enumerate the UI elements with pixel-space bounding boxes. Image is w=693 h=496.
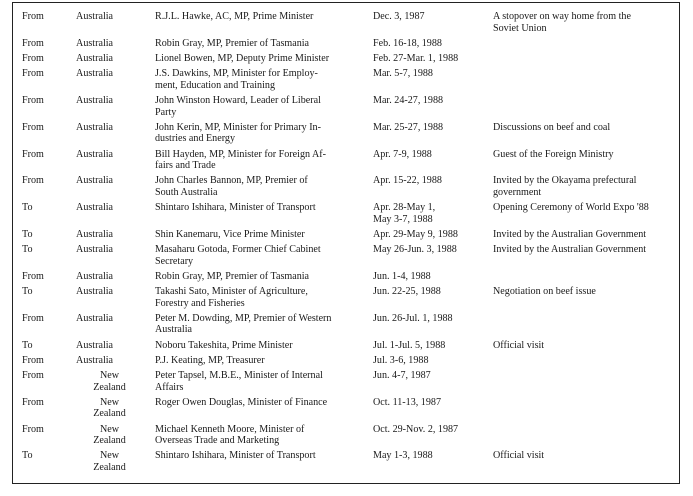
note-line: Official visit — [493, 450, 545, 462]
name-cell — [155, 450, 373, 477]
date-cell — [373, 95, 493, 122]
note-cell — [493, 53, 679, 68]
country-cell — [76, 68, 155, 95]
date-cell — [373, 397, 493, 424]
name-cell — [155, 122, 373, 149]
date-cell — [373, 68, 493, 95]
date-cell — [373, 149, 493, 176]
name-cell — [155, 149, 373, 176]
country-cell — [76, 286, 155, 313]
table-row — [22, 202, 679, 229]
visits-table — [22, 11, 679, 477]
country-line: Australia — [76, 354, 114, 366]
name-line: fairs and Trade — [155, 160, 216, 172]
country-cell — [76, 53, 155, 68]
country-line: Australia — [76, 121, 114, 133]
name-cell — [155, 95, 373, 122]
table-row — [22, 95, 679, 122]
date-line: Mar. 24-27, 1988 — [372, 94, 444, 106]
note-line: Negotiation on beef issue — [493, 286, 596, 297]
name-cell — [155, 286, 373, 313]
note-line: Official visit — [493, 339, 545, 351]
date-line: Jul. 3-6, 1988 — [372, 354, 429, 366]
country-line: Zealand — [93, 408, 126, 420]
note-cell — [493, 202, 679, 229]
date-line: Dec. 3, 1987 — [372, 11, 425, 22]
date-cell — [373, 424, 493, 451]
direction-cell: From — [22, 68, 44, 80]
name-line: Roger Owen Douglas, Minister of Finance — [155, 396, 328, 408]
date-cell — [373, 175, 493, 202]
table-row — [22, 68, 679, 95]
country-line: Australia — [76, 312, 114, 324]
table-row — [22, 53, 679, 68]
country-cell — [76, 313, 155, 340]
direction-cell: To — [22, 228, 33, 240]
date-cell — [373, 370, 493, 397]
name-line: Takashi Sato, Minister of Agriculture, — [155, 286, 308, 297]
name-line: Robin Gray, MP, Premier of Tasmania — [155, 270, 310, 282]
note-line: Discussions on beef and coal — [493, 121, 611, 133]
direction-cell: To — [22, 450, 33, 462]
date-line: May 1-3, 1988 — [372, 450, 433, 462]
name-cell — [155, 370, 373, 397]
name-cell — [155, 175, 373, 202]
name-cell — [155, 229, 373, 244]
name-line: Forestry and Fisheries — [155, 297, 245, 309]
date-cell — [373, 244, 493, 271]
note-line: Invited by the Australian Government — [493, 244, 647, 256]
name-line: P.J. Keating, MP, Treasurer — [155, 354, 265, 366]
country-cell — [76, 370, 155, 397]
date-line: Mar. 25-27, 1988 — [372, 121, 444, 133]
direction-cell: From — [22, 423, 44, 435]
date-line: Apr. 15-22, 1988 — [372, 175, 442, 187]
note-line: Invited by the Okayama prefectural — [493, 175, 637, 187]
country-line: Australia — [76, 286, 114, 297]
date-cell — [373, 122, 493, 149]
name-line: Bill Hayden, MP, Minister for Foreign Af- — [155, 148, 327, 160]
name-line: Shintaro Ishihara, Minister of Transport — [155, 202, 316, 214]
table-row — [22, 370, 679, 397]
name-cell — [155, 313, 373, 340]
direction-cell: From — [22, 52, 44, 64]
name-line: Affairs — [155, 381, 184, 393]
note-cell — [493, 122, 679, 149]
country-cell — [76, 271, 155, 286]
note-cell — [493, 370, 679, 397]
direction-cell: From — [22, 354, 44, 366]
table-row — [22, 175, 679, 202]
note-cell — [493, 313, 679, 340]
direction-cell: To — [22, 202, 33, 214]
date-cell — [373, 38, 493, 53]
country-line: Australia — [76, 202, 114, 214]
date-line: May 26-Jun. 3, 1988 — [372, 244, 457, 256]
name-cell — [155, 68, 373, 95]
table-row — [22, 397, 679, 424]
note-line: Opening Ceremony of World Expo '88 — [493, 202, 649, 214]
date-line: May 3-7, 1988 — [372, 213, 433, 225]
direction-cell: From — [22, 312, 44, 324]
table-row — [22, 286, 679, 313]
note-cell — [493, 286, 679, 313]
name-line: ment, Education and Training — [155, 79, 275, 91]
direction-cell: From — [22, 396, 44, 408]
date-cell — [373, 355, 493, 370]
direction-cell: From — [22, 121, 44, 133]
note-cell — [493, 424, 679, 451]
date-line: Apr. 28-May 1, — [372, 202, 436, 214]
note-cell — [493, 397, 679, 424]
country-line: Australia — [76, 94, 114, 106]
direction-cell: From — [22, 270, 44, 282]
note-cell — [493, 175, 679, 202]
country-line: Australia — [76, 148, 114, 160]
country-cell — [76, 244, 155, 271]
date-cell — [373, 11, 493, 38]
country-cell — [76, 38, 155, 53]
country-cell — [76, 175, 155, 202]
visits-table-body — [22, 11, 679, 477]
country-cell — [76, 397, 155, 424]
table-row — [22, 313, 679, 340]
name-line: Robin Gray, MP, Premier of Tasmania — [155, 37, 310, 49]
table-row — [22, 424, 679, 451]
name-line: South Australia — [155, 186, 218, 198]
country-line: Australia — [76, 270, 114, 282]
country-line: Australia — [76, 52, 114, 64]
direction-cell: From — [22, 175, 44, 187]
name-cell — [155, 355, 373, 370]
note-cell — [493, 229, 679, 244]
country-line: Australia — [76, 228, 114, 240]
table-row — [22, 149, 679, 176]
name-line: J.S. Dawkins, MP, Minister for Employ- — [155, 68, 318, 80]
date-cell — [373, 340, 493, 355]
table-row — [22, 340, 679, 355]
name-cell — [155, 397, 373, 424]
direction-cell: From — [22, 11, 44, 22]
note-line: government — [493, 186, 542, 198]
name-cell — [155, 244, 373, 271]
direction-cell: To — [22, 339, 33, 351]
name-cell — [155, 271, 373, 286]
country-line: Australia — [76, 244, 114, 256]
country-line: New — [99, 369, 120, 381]
date-line: Feb. 16-18, 1988 — [372, 37, 442, 49]
name-line: Peter M. Dowding, MP, Premier of Western — [155, 312, 332, 324]
direction-cell: From — [22, 369, 44, 381]
direction-cell: To — [22, 244, 33, 256]
country-line: Australia — [76, 11, 114, 22]
name-line: Lionel Bowen, MP, Deputy Prime Minister — [155, 52, 330, 64]
country-cell — [76, 149, 155, 176]
name-cell — [155, 53, 373, 68]
date-line: Mar. 5-7, 1988 — [372, 68, 433, 80]
name-line: John Winston Howard, Leader of Liberal — [155, 94, 321, 106]
date-line: Jul. 1-Jul. 5, 1988 — [372, 339, 446, 351]
country-line: Zealand — [93, 461, 126, 473]
note-cell — [493, 149, 679, 176]
country-cell — [76, 11, 155, 38]
table-row — [22, 271, 679, 286]
name-line: Peter Tapsel, M.B.E., Minister of Internal — [155, 369, 323, 381]
direction-cell: To — [22, 286, 33, 297]
direction-cell: From — [22, 37, 44, 49]
note-cell — [493, 340, 679, 355]
name-cell — [155, 424, 373, 451]
name-line: Masaharu Gotoda, Former Chief Cabinet — [155, 244, 321, 256]
name-line: Michael Kenneth Moore, Minister of — [155, 423, 305, 435]
table-row — [22, 244, 679, 271]
country-cell — [76, 202, 155, 229]
date-cell — [373, 286, 493, 313]
direction-cell: From — [22, 94, 44, 106]
name-line: Shin Kanemaru, Vice Prime Minister — [155, 228, 305, 240]
date-line: Jun. 4-7, 1987 — [372, 369, 431, 381]
country-cell — [76, 355, 155, 370]
name-cell — [155, 38, 373, 53]
direction-cell: From — [22, 148, 44, 160]
date-line: Feb. 27-Mar. 1, 1988 — [372, 52, 459, 64]
country-cell — [76, 95, 155, 122]
name-line: John Charles Bannon, MP, Premier of — [155, 175, 308, 187]
name-cell — [155, 11, 373, 38]
country-cell — [76, 229, 155, 244]
date-line: Jun. 26-Jul. 1, 1988 — [372, 312, 453, 324]
date-line: Oct. 11-13, 1987 — [372, 396, 441, 408]
name-line: Overseas Trade and Marketing — [155, 435, 280, 447]
name-line: R.J.L. Hawke, AC, MP, Prime Minister — [155, 11, 314, 22]
table-frame — [12, 2, 680, 484]
note-cell — [493, 271, 679, 286]
country-cell — [76, 424, 155, 451]
table-row — [22, 11, 679, 38]
country-cell — [76, 340, 155, 355]
name-line: Secretary — [155, 255, 194, 267]
country-cell — [76, 450, 155, 477]
name-line: John Kerin, MP, Minister for Primary In- — [155, 121, 321, 133]
date-line: Apr. 7-9, 1988 — [372, 148, 432, 160]
country-line: Zealand — [93, 381, 126, 393]
note-line: Invited by the Australian Government — [493, 228, 647, 240]
date-line: Oct. 29-Nov. 2, 1987 — [372, 423, 459, 435]
country-line: Australia — [76, 68, 114, 80]
table-row — [22, 229, 679, 244]
note-line: A stopover on way home from the — [493, 11, 631, 22]
name-line: Party — [155, 106, 177, 118]
name-cell — [155, 202, 373, 229]
date-cell — [373, 202, 493, 229]
note-cell — [493, 355, 679, 370]
table-row — [22, 38, 679, 53]
note-cell — [493, 450, 679, 477]
date-cell — [373, 53, 493, 68]
country-line: New — [99, 396, 120, 408]
date-line: Apr. 29-May 9, 1988 — [372, 228, 458, 240]
note-line: Soviet Union — [493, 22, 547, 34]
note-cell — [493, 38, 679, 53]
date-cell — [373, 450, 493, 477]
note-cell — [493, 95, 679, 122]
name-line: Noboru Takeshita, Prime Minister — [155, 339, 293, 351]
date-cell — [373, 271, 493, 286]
country-cell — [76, 122, 155, 149]
date-line: Jun. 1-4, 1988 — [372, 270, 431, 282]
table-row — [22, 355, 679, 370]
country-line: Zealand — [93, 435, 126, 447]
note-cell — [493, 11, 679, 38]
country-line: Australia — [76, 175, 114, 187]
name-line: dustries and Energy — [155, 133, 235, 145]
note-line: Guest of the Foreign Ministry — [493, 148, 614, 160]
name-line: Australia — [155, 324, 192, 336]
table-row — [22, 450, 679, 477]
note-cell — [493, 68, 679, 95]
name-line: Shintaro Ishihara, Minister of Transport — [155, 450, 316, 462]
name-cell — [155, 340, 373, 355]
table-row — [22, 122, 679, 149]
country-line: New — [99, 423, 120, 435]
date-cell — [373, 229, 493, 244]
country-line: Australia — [76, 37, 114, 49]
country-line: New — [99, 450, 120, 462]
date-line: Jun. 22-25, 1988 — [372, 286, 441, 297]
date-cell — [373, 313, 493, 340]
country-line: Australia — [76, 339, 114, 351]
note-cell — [493, 244, 679, 271]
